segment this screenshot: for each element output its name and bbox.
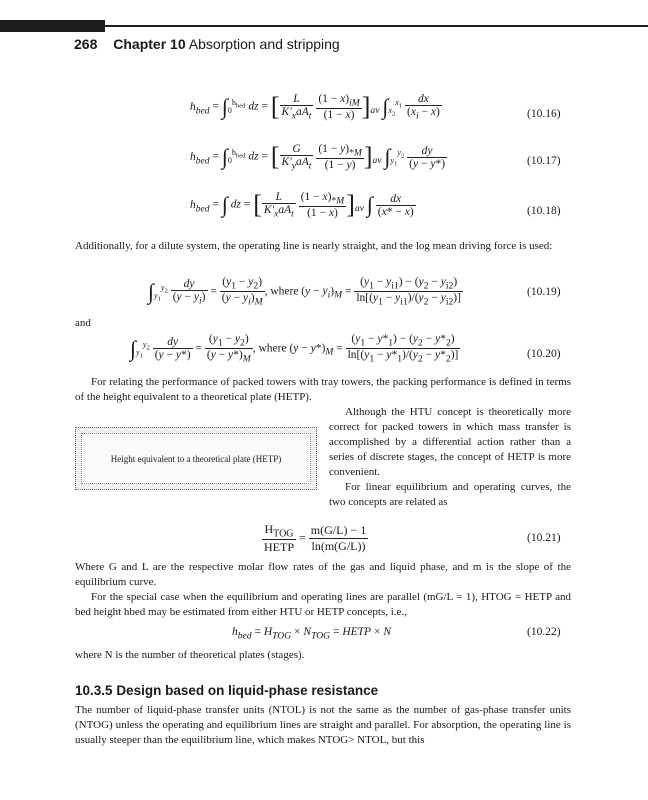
word-and: and	[75, 317, 91, 329]
paragraph-htu: Although the HTU concept is theoretically more correct for packed towers in which mass transfer is accomplished by a differential action rather than a series of discrete stages, the concept of HETP is more convenient.	[329, 406, 571, 478]
paragraph-dilute: Additionally, for a dilute system, the operating line is nearly straight, and the log mean driving force is used:	[75, 240, 553, 252]
page-number: 268	[74, 36, 98, 52]
section-title: Design based on liquid-phase resistance	[116, 683, 379, 698]
equation-10-21: $\frac{H_{TOG}}{\text{HETP}}$ = $\frac{m(G/L) - 1}{\ln(m(G/L))}$	[264, 522, 367, 555]
equation-number: (10.18)	[527, 205, 561, 217]
paragraph-where-gl: Where G and L are the respective molar flow rates of the gas and liquid phase, and m is the slope of the equilibrium curve.	[75, 561, 571, 588]
equation-10-18: $h_{bed}$ = ∫ dz = [ $\frac{L}{K'_xaA_t}$ $\frac{(1 - x)_{*M}}{(1 - x)}$ ]$_{av}$ ∫ $\frac{dx}{(x* - x)}$	[190, 190, 414, 220]
paragraph-hetp-intro: For relating the performance of packed towers with tray towers, the packing performance is defined in terms of the height equivalent to a theoretical plate (HETP).	[75, 376, 571, 403]
equation-number: (10.19)	[527, 286, 561, 298]
equation-number: (10.21)	[527, 532, 561, 544]
chapter-title: Absorption and stripping	[188, 36, 340, 52]
figure-hetp	[75, 427, 317, 490]
figure-caption: Height equivalent to a theoretical plate (HETP)	[110, 453, 282, 464]
running-header	[74, 36, 340, 52]
figure-placeholder	[81, 433, 311, 484]
equation-number: (10.16)	[527, 108, 561, 120]
header-bar	[0, 20, 105, 32]
equation-10-17: $h_{bed} = \int_0^{h_{bed}}$ dz = [ $\frac{G}{K'_yaA_t}$ $\frac{(1 - y)_{*M}}{(1 - y)}$ ]$_{av}$ $\int_{y_1}^{y_2}$ $\frac{dy}{(y - y*)}$	[190, 142, 446, 172]
paragraph-linear: For linear equilibrium and operating curves, the two concepts are related as	[329, 481, 571, 508]
paragraph-special: For the special case when the equilibrium and operating lines are parallel (mG/L = 1), HTOG = HETP and bed height hbed may be estimated from either HTU or HETP concepts, i.e.,	[75, 591, 571, 618]
equation-number: (10.22)	[527, 626, 561, 638]
header-rule	[105, 25, 648, 27]
section-heading	[75, 683, 378, 698]
equation-10-22: $h_{bed} = H_{TOG} \times N_{TOG}$ = HETP × N	[232, 626, 391, 642]
chapter-label: Chapter 10	[113, 36, 186, 52]
section-number: 10.3.5	[75, 683, 113, 698]
paragraph-where-n: where N is the number of theoretical plates (stages).	[75, 649, 305, 661]
equation-10-16: $h_{bed} = \int_0^{h_{bed}}$ dz = [ $\frac{L}{K'_xaA_t}$ $\frac{(1 - x)_{iM}}{(1 - x)}$ ]$_{av}$ $\int_{x_2}^{x_1}$ $\frac{dx}{(x_i - x)}$	[190, 92, 440, 122]
paragraph-liquid-phase: The number of liquid-phase transfer units (NTOL) is not the same as the number of gas-phase transfer units (NTOG) unless the operating and equilibrium lines are straight and parallel. For absorption, the operating line is usually steeper than the equilibrium line, which makes NTOG> NTOL, but this	[75, 704, 571, 746]
equation-10-19: $\int_{y_1}^{y_2}$ $\frac{dy}{(y - y_i)}$ = $\frac{(y_1 - y_2)}{(y - y_i)_M}$ , where $(y - y_i)_M$ = $\frac{(y_1 - y_{i1}) - (y_2 - y_{i2})}{\ln[(y_1 - y_{i1})/(y_2 - y_{i2})]}$	[148, 276, 461, 308]
equation-number: (10.17)	[527, 155, 561, 167]
equation-10-20: $\int_{y_1}^{y_2}$ $\frac{dy}{(y - y*)}$ = $\frac{(y_1 - y_2)}{(y - y*)_M}$ , where $(y - y*)_M$ = $\frac{(y_1 - y*_1) - (y_2 - y*_2)}{\ln[(y_1 - y*_1)/(y_2 - y*_2)]}$	[130, 333, 459, 365]
equation-number: (10.20)	[527, 348, 561, 360]
